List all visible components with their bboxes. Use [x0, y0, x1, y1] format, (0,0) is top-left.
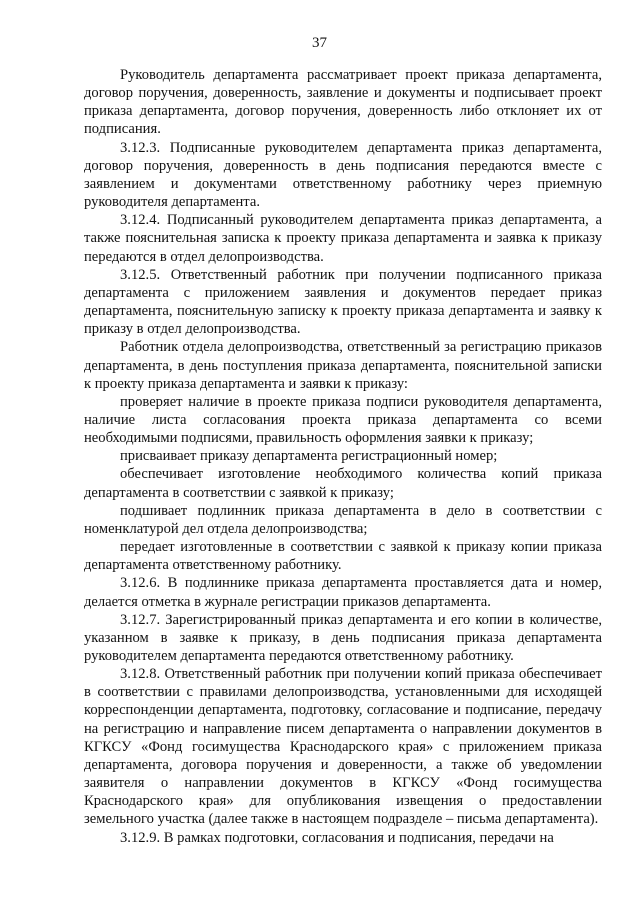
list-item: передает изготовленные в соответствии с заявкой к приказу копии приказа департамента ответственному работнику. — [84, 539, 602, 574]
list-item: проверяет наличие в проекте приказа подписи руководителя департамента, наличие листа согласования проекта приказа департамента со всеми необходимыми подписями, правильность оформления заявки к приказу; — [84, 393, 602, 447]
paragraph-3-12-4: 3.12.4. Подписанный руководителем департамента приказ департамента, а также пояснительная записка к проекту приказа департамента и заявка к приказу передаются в отдел делопроизводства. — [84, 212, 602, 265]
paragraph: Работник отдела делопроизводства, ответственный за регистрацию приказов департамента, в день поступления приказа департамента, пояснительной записки к проекту приказа департамента и заявки к приказу: — [84, 339, 602, 392]
paragraph-3-12-3: 3.12.3. Подписанные руководителем департамента приказ департамента, договор поручения, доверенность в день подписания передаются вместе с заявлением и документами ответственному работнику через приемную руководителя департамента. — [84, 139, 602, 211]
paragraph: Руководитель департамента рассматривает проект приказа департамента, договор поручения, доверенность, заявление и документы и подписывает проект приказа департамента, договор поручения, доверенность либо отклоняет их от подписания. — [84, 67, 602, 138]
page-number: 37 — [312, 35, 327, 51]
document-body — [84, 66, 602, 847]
paragraph-3-12-5: 3.12.5. Ответственный работник при получении подписанного приказа департамента с приложением заявления и документов передает приказ департамента, пояснительную записку к проекту приказа департамента и заявку к приказу в отдел делопроизводства. — [84, 266, 602, 338]
paragraph-3-12-8: 3.12.8. Ответственный работник при получении копий приказа обеспечивает в соответствии с правилами делопроизводства, установленными для исходящей корреспонденции департамента, подготовку, согласование и подписание, передачу на регистрацию и направление писем департамента о направлении документов в КГКСУ «Фонд госимущества Краснодарского края» с приложением приказа департамента, договора поручения и доверенности, а также об уведомлении заявителя о направлении документов в КГКСУ «Фонд госимущества Краснодарского края» для опубликования извещения о предоставлении земельного участка (далее также в настоящем подразделе – письма департамента). — [84, 666, 602, 828]
paragraph-3-12-6: 3.12.6. В подлиннике приказа департамента проставляется дата и номер, делается отметка в журнале регистрации приказов департамента. — [84, 575, 602, 610]
list-item: подшивает подлинник приказа департамента в дело в соответствии с номенклатурой дел отдела делопроизводства; — [84, 502, 602, 537]
paragraph-3-12-7: 3.12.7. Зарегистрированный приказ департамента и его копии в количестве, указанном в заявке к приказу, в день подписания приказа департамента руководителем департамента передаются ответственному работнику. — [84, 611, 602, 664]
paragraph-3-12-9: 3.12.9. В рамках подготовки, согласования и подписания, передачи на — [120, 829, 554, 846]
list-item: обеспечивает изготовление необходимого количества копий приказа департамента в соответствии с заявкой к приказу; — [84, 466, 602, 501]
list-item: присваивает приказу департамента регистрационный номер; — [120, 448, 498, 465]
